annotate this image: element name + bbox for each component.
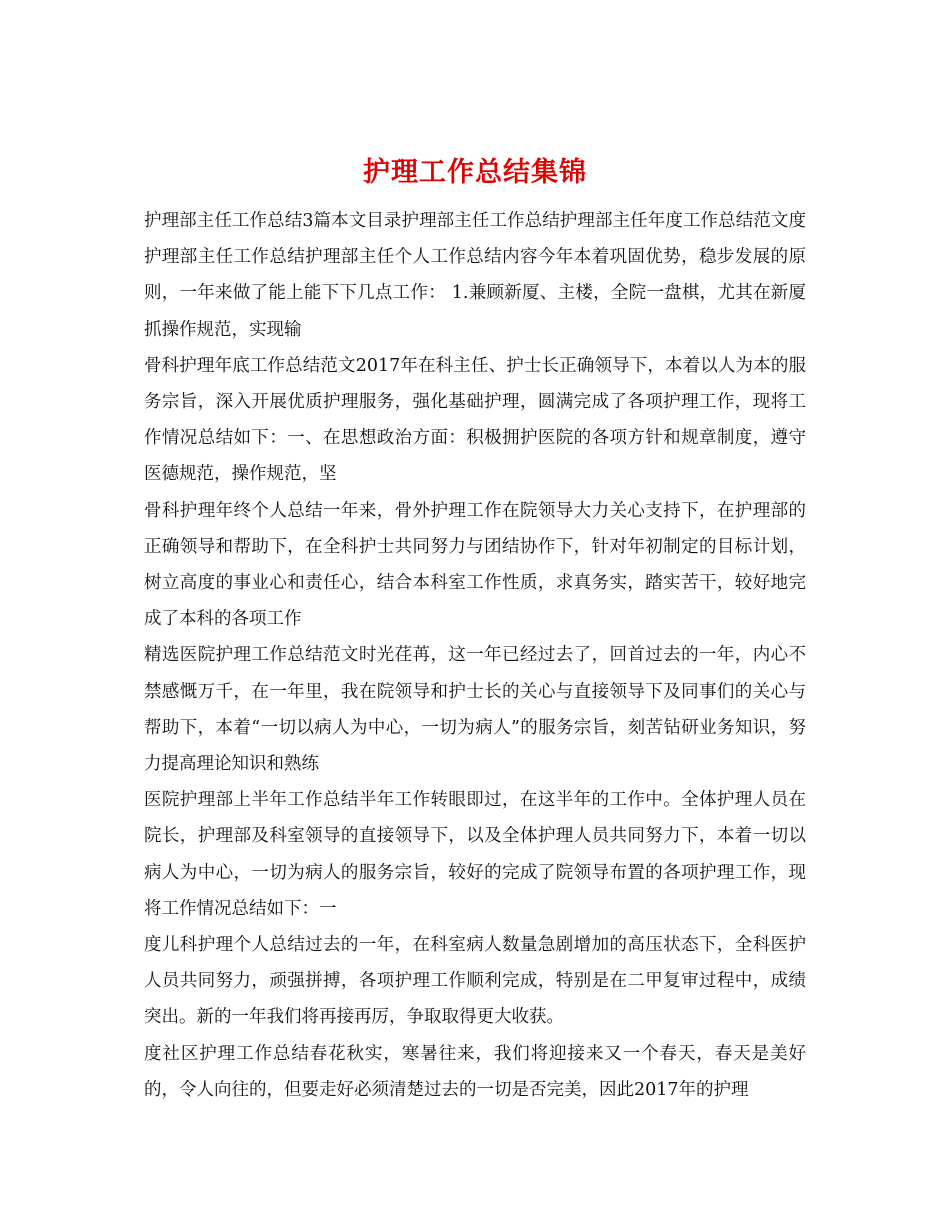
paragraph-5: 医院护理部上半年工作总结半年工作转眼即过，在这半年的工作中。全体护理人员在院长，护理部及科室领导的直接领导下，以及全体护理人员共同努力下，本着一切以病人为中心，一切为病人的服务宗旨，较好的完成了院领导布置的各项护理工作，现将工作情况总结如下：一	[144, 790, 806, 919]
document-title: 护理工作总结集锦	[363, 157, 587, 189]
paragraph-4: 精选医院护理工作总结范文时光荏苒，这一年已经过去了，回首过去的一年，内心不禁感慨万千，在一年里，我在院领导和护士长的关心与直接领导下及同事们的关心与帮助下，本着“一切以病人为中心，一切为病人”的服务宗旨，刻苦钻研业务知识，努力提高理论知识和熟练	[144, 645, 806, 775]
document-body	[144, 203, 806, 1108]
paragraph-1: 护理部主任工作总结3篇本文目录护理部主任工作总结护理部主任年度工作总结范文度护理部主任工作总结护理部主任个人工作总结内容今年本着巩固优势，稳步发展的原则，一年来做了能上能下下几点工作： 1.兼顾新厦、主楼，全院一盘棋，尤其在新厦抓操作规范，实现输	[144, 211, 806, 340]
paragraph-3: 骨科护理年终个人总结一年来，骨外护理工作在院领导大力关心支持下，在护理部的正确领导和帮助下，在全科护士共同努力与团结协作下，针对年初制定的目标计划，树立高度的事业心和责任心，结合本科室工作性质，求真务实，踏实苦干，较好地完成了本科的各项工作	[144, 500, 806, 630]
paragraph-6: 度儿科护理个人总结过去的一年，在科室病人数量急剧增加的高压状态下，全科医护人员共同努力，顽强拼搏，各项护理工作顺利完成，特别是在二甲复审过程中，成绩突出。新的一年我们将再接再厉，争取取得更大收获。	[144, 935, 806, 1028]
paragraph-2: 骨科护理年底工作总结范文2017年在科主任、护士长正确领导下，本着以人为本的服务宗旨，深入开展优质护理服务，强化基础护理，圆满完成了各项护理工作，现将工作情况总结如下：一、在思想政治方面：积极拥护医院的各项方针和规章制度，遵守医德规范，操作规范，坚	[144, 355, 806, 485]
paragraph-7: 度社区护理工作总结春花秋实，寒暑往来，我们将迎接来又一个春天，春天是美好的，令人向往的，但要走好必须清楚过去的一切是否完美，因此2017年的护理	[144, 1043, 806, 1100]
